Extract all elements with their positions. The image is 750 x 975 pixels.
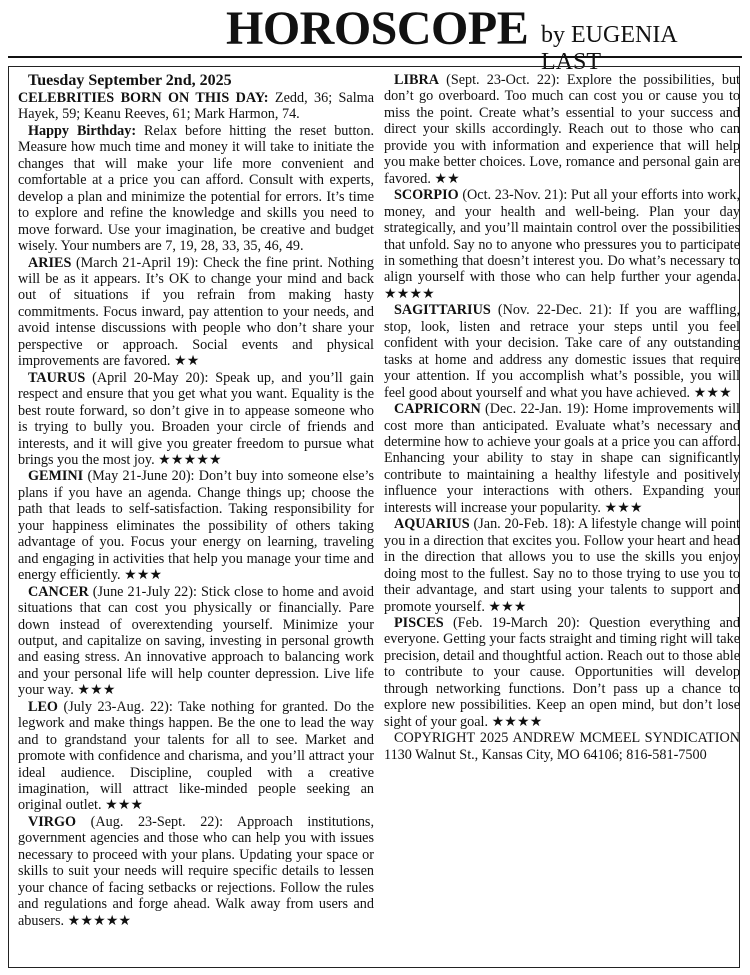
sign-text: (March 21-April 19): Check the fine print. Nothing will be as it appears. It’s OK to change your mind and back out of situations if you refrain from making hasty commitments. Focus inward, pay attention to your needs, and avoid intense discussions with people who don’t share your perspective or approach. Social events and physical improvements are favored. [18, 254, 374, 370]
sign-pisces [384, 615, 740, 730]
birthday-label: Happy Birthday: [28, 122, 137, 139]
copyright-notice: COPYRIGHT 2025 ANDREW MCMEEL SYNDICATION 1130 Walnut St., Kansas City, MO 64106; 816-581-7500 [384, 730, 740, 763]
celebrities-paragraph [18, 90, 374, 123]
right-column [384, 72, 740, 763]
sign-gemini [18, 468, 374, 583]
sign-capricorn [384, 401, 740, 516]
celebrities-text: Zedd, 36; Salma Hayek, 59; Keanu Reeves, 61; Mark Harmon, 74. [18, 90, 375, 123]
sign-text: (Sept. 23-Oct. 22): Explore the possibilities, but don’t go overboard. Too much can cost you or cause you to miss the point. Create what’s essential to your success and direct your skills accordingly. Reach out to those who can provide you with information and experience that will help you make better choices. Love, romance and personal gain are favored. [384, 72, 740, 187]
sign-name: SCORPIO [394, 187, 459, 204]
star-rating: ★★★★★ [67, 912, 132, 929]
birthday-paragraph [18, 123, 374, 255]
star-rating: ★★★★★ [158, 451, 222, 468]
sign-text: (Feb. 19-March 20): Question everything and everyone. Getting your facts straight and timing right will take precision, detail and thoughtful action. Reach out to those able to contribute to your cause. Opportunities will develop through networking functions. Don’t pass up a chance to explore new possibilities. Keep an open mind, but don’t lose sight of your goal. [384, 614, 740, 730]
sign-name: ARIES [28, 254, 72, 271]
star-rating: ★★★ [77, 682, 116, 699]
left-column [18, 72, 374, 929]
sign-taurus [18, 370, 374, 469]
sign-name: VIRGO [28, 813, 77, 830]
sign-aries [18, 255, 374, 370]
sign-name: CAPRICORN [394, 401, 481, 418]
sign-sagittarius [384, 302, 740, 401]
page-title: HOROSCOPE [226, 2, 529, 55]
date-heading: Tuesday September 2nd, 2025 [28, 72, 232, 89]
sign-virgo [18, 814, 374, 929]
star-rating: ★★★ [124, 567, 163, 584]
byline: by EUGENIA LAST [541, 22, 677, 75]
star-rating: ★★★ [693, 384, 732, 401]
sign-name: LEO [28, 698, 58, 715]
masthead [8, 2, 742, 75]
sign-text: (Jan. 20-Feb. 18): A lifestyle change will point you in a direction that excites you. Follow your heart and head in the direction that allows you to use the skills you enjoy doing most to the fullest. Say no to those trying to use you to their advantage, and start using your talents to support and promote yourself. [384, 516, 740, 615]
sign-name: PISCES [394, 614, 444, 631]
sign-text: (Nov. 22-Dec. 21): If you are waffling, stop, look, listen and retrace your steps until you feel confident with your decision. Take care of any outstanding tasks at home and address any domestic issues that require your attention. If you accomplish what’s possible, you will feel good about yourself and what you have achieved. [384, 302, 740, 401]
sign-text: (July 23-Aug. 22): Take nothing for granted. Do the legwork and make things happen. Be the one to lead the way and to grandstand your talents for all to see. Market and promote with confidence and charisma, and you’ll attract your ideal audience. Discipline, coupled with a creative imagination, will attract like-minded people seeking an original outlet. [18, 698, 374, 814]
sign-name: CANCER [28, 583, 89, 600]
sign-scorpio [384, 187, 740, 302]
sign-libra [384, 72, 740, 187]
star-rating: ★★★★ [384, 285, 435, 302]
star-rating: ★★★ [105, 797, 144, 814]
sign-name: AQUARIUS [394, 516, 470, 533]
sign-text: (Dec. 22-Jan. 19): Home improvements will cost more than anticipated. Evaluate what’s necessary and determine how to achieve your goals at a price you can afford. Enhancing your ability to stay in shape can significantly contribute to maintaining a healthy lifestyle and positively influence your interactions with others. Expanding your interests will increase your popularity. [384, 401, 740, 516]
star-rating: ★★★ [488, 598, 527, 615]
sign-cancer [18, 584, 374, 699]
sign-name: SAGITTARIUS [394, 302, 491, 319]
birthday-text: Relax before hitting the reset button. Measure how much time and money it will take to initiate the changes that will make your life more convenient and comfortable at a price you can afford. Consult with experts, develop a plan and minimize the potential for errors. It’s time to explore and refine the knowledge and skills you need to move forward. Use your imagination, be creative and budget wisely. Your numbers are 7, 19, 28, 33, 35, 46, 49. [18, 122, 375, 255]
celebrities-label: CELEBRITIES BORN ON THIS DAY: [18, 90, 269, 106]
sign-leo [18, 699, 374, 814]
sign-name: TAURUS [28, 369, 86, 386]
sign-text: (Aug. 23-Sept. 22): Approach institutions, government agencies and those who can help you with issues necessary to proceed with your plans. Updating your space or skills to suit your needs will require specific details to lessen your chance of facing setbacks or rejections. Follow the rules and regulations and forge ahead. Walk away from users and abusers. [18, 813, 374, 929]
sign-name: LIBRA [394, 72, 439, 88]
sign-name: GEMINI [28, 468, 84, 485]
star-rating: ★★ [434, 170, 460, 187]
sign-text: (Oct. 23-Nov. 21): Put all your efforts into work, money, and your health and well-being. Plan your day strategically, and you’ll maintain control over the possibilities that unfold. Say no to anyone who pressures you to participate in something that doesn’t interest you. Do what’s necessary to align yourself with those who can help further your agenda. [384, 187, 740, 286]
sign-text: (May 21-June 20): Don’t buy into someone else’s plans if you have an agenda. Change things up; choose the path that leads to self-satisfaction. Taking responsibility for your happiness eliminates the possibility of others taking advantage of you. Focus your energy on learning, traveling and engaging in activities that help you manage your time and energy efficiently. [18, 468, 374, 584]
star-rating: ★★★★ [491, 713, 543, 730]
star-rating: ★★ [174, 353, 200, 370]
sign-text: (April 20-May 20): Speak up, and you’ll gain respect and ensure that you get what you want. Equality is the best route forward, so don’t give in to appease someone who is trying to bully you. Broaden your circle of friends and interests, and it will give you greater freedom to pursue what brings you the most joy. [18, 369, 374, 468]
star-rating: ★★★ [604, 499, 643, 516]
sign-text: (June 21-July 22): Stick close to home and avoid situations that can cost you physically or financially. Pare down instead of overextending yourself. Minimize your output, and capitalize on saving, investing in personal growth and easing stress. An innovative approach to balancing work and your personal life will help counter depression. Live life your way. [18, 583, 374, 699]
sign-aquarius [384, 516, 740, 615]
